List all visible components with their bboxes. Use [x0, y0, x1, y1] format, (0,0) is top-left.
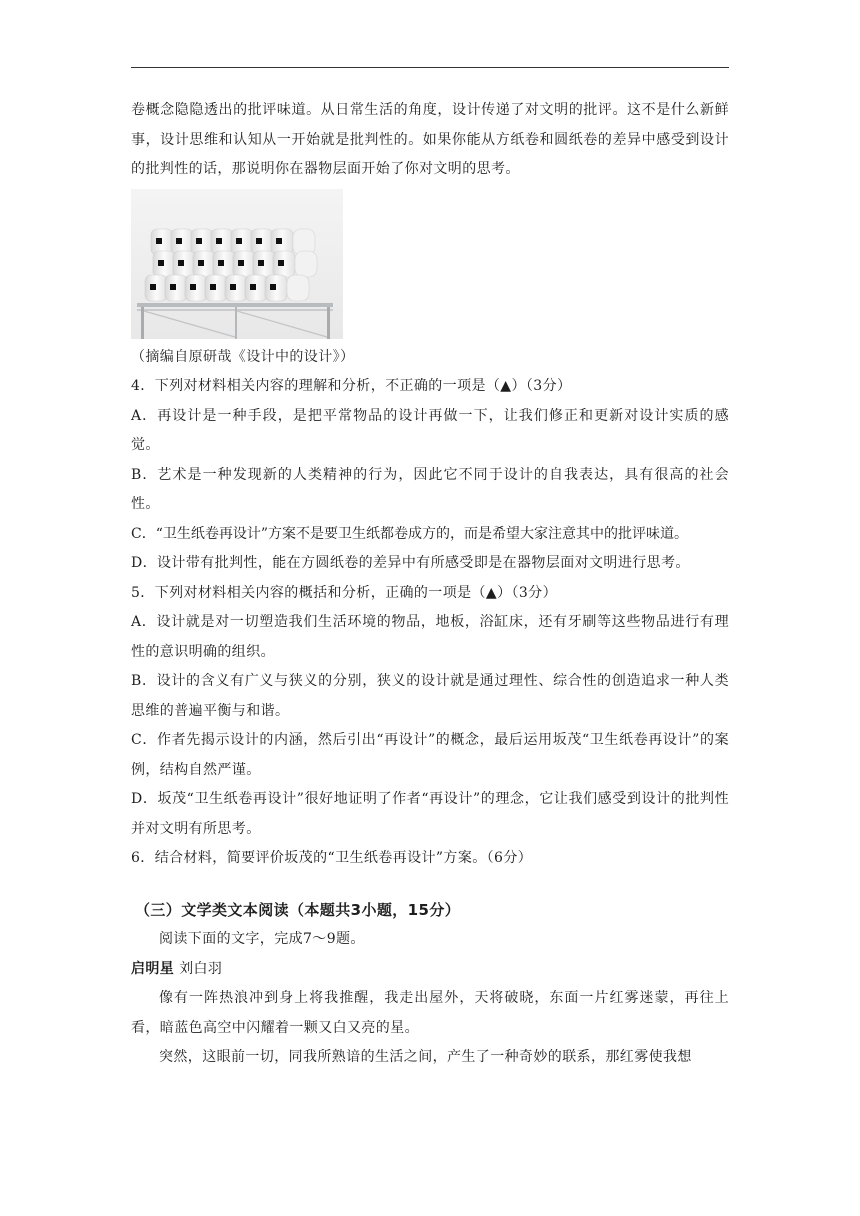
toilet-paper-rolls-image [131, 189, 343, 339]
question-6: 6．结合材料，简要评价坂茂的“卫生纸卷再设计”方案。（6分） [131, 850, 533, 866]
question-4-stem: 4．下列对材料相关内容的理解和分析，不正确的一项是（▲）（3分） [131, 378, 572, 394]
story-author: 刘白羽 [179, 960, 223, 977]
section-3-title: （三）文学类文本阅读（本题共3小题，15分） [135, 900, 461, 919]
question-5-option-a: A．设计就是对一切塑造我们生活环境的物品，地板，浴缸床，还有牙刷等这些物品进行有理性的意识明确的组织。 [131, 614, 729, 660]
question-4-option-c: C．“卫生纸卷再设计”方案不是要卫生纸都卷成方的，而是希望大家注意其中的批评味道。 [131, 525, 689, 542]
question-4-option-a: A．再设计是一种手段，是把平常物品的设计再做一下，让我们修正和更新对设计实质的感觉。 [131, 407, 729, 453]
section-3-instruction: 阅读下面的文字，完成7～9题。 [159, 931, 365, 947]
story-paragraph-1: 像有一阵热浪冲到身上将我推醒，我走出屋外，天将破晓，东面一片红雾迷蒙，再往上看，暗蓝色高空中闪耀着一颗又白又亮的星。 [131, 990, 729, 1036]
story-title: 启明星 [131, 960, 175, 977]
question-5-option-b: B．设计的含义有广义与狭义的分别，狭义的设计就是通过理性、综合性的创造追求一种人类思维的普遍平衡与和谐。 [131, 673, 729, 719]
page-content [131, 96, 729, 1073]
question-5-option-d: D．坂茂“卫生纸卷再设计”很好地证明了作者“再设计”的理念，它让我们感受到设计的批判性并对文明有所思考。 [131, 791, 729, 837]
header-rule [131, 67, 729, 68]
source-citation: （摘编自原研哉《设计中的设计》） [131, 348, 355, 365]
question-5-stem: 5．下列对材料相关内容的概括和分析，正确的一项是（▲）（3分） [131, 584, 557, 601]
question-5-option-c: C．作者先揭示设计的内涵，然后引出“再设计”的概念，最后运用坂茂“卫生纸卷再设计”的案例，结构自然严谨。 [131, 732, 729, 778]
toilet-paper-figure [131, 189, 343, 339]
story-paragraph-2: 突然，这眼前一切，同我所熟谙的生活之间，产生了一种奇妙的联系，那红雾使我想 [159, 1049, 692, 1065]
story-heading [131, 955, 729, 985]
paragraph: 卷概念隐隐透出的批评味道。从日常生活的角度，设计传递了对文明的批评。这不是什么新鲜事，设计思维和认知从一开始就是批判性的。如果你能从方纸卷和圆纸卷的差异中感受到设计的批判性的话，那说明你在器物层面开始了你对文明的思考。 [131, 102, 729, 177]
question-4-option-d: D．设计带有批判性，能在方圆纸卷的差异中有所感受即是在器物层面对文明进行思考。 [131, 555, 690, 571]
question-4-option-b: B．艺术是一种发现新的人类精神的行为，因此它不同于设计的自我表达，具有很高的社会性。 [131, 466, 729, 512]
